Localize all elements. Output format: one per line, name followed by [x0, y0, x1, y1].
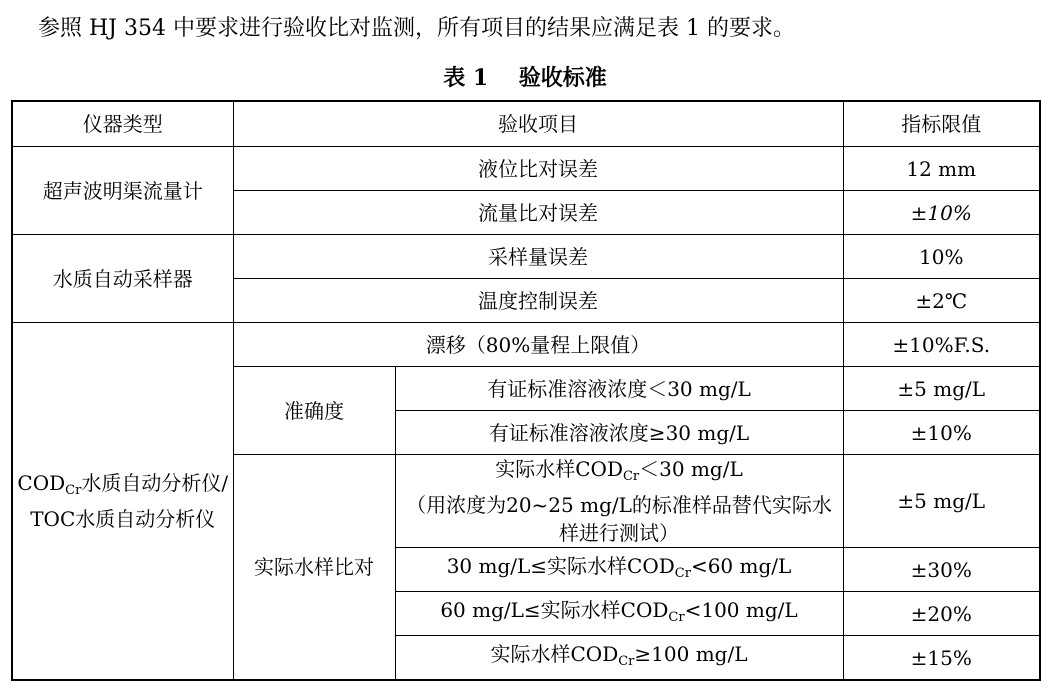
item-actual-2	[395, 548, 843, 592]
analyzer-cod-text: COD	[17, 471, 66, 495]
table-row	[12, 147, 1040, 191]
actual-1-main	[400, 455, 839, 491]
analyzer-cod-subscript: Cr	[65, 483, 82, 498]
limit-actual-3: ±20%	[843, 592, 1040, 636]
limit-actual-2: ±30%	[843, 548, 1040, 592]
actual-4-text: 实际水样COD	[490, 641, 619, 666]
actual-1-subscript: Cr	[622, 469, 640, 484]
type-sampler: 水质自动采样器	[12, 235, 233, 323]
item-accuracy-low: 有证标准溶液浓度＜30 mg/L	[395, 367, 843, 411]
item-flow-error: 流量比对误差	[233, 191, 843, 235]
limit-actual-1: ±5 mg/L	[843, 455, 1040, 548]
header-limit: 指标限值	[843, 101, 1040, 147]
item-level-error: 液位比对误差	[233, 147, 843, 191]
limit-volume-error: 10%	[843, 235, 1040, 279]
actual-3-range: <100 mg/L	[684, 597, 798, 622]
actual-3-subscript: Cr	[668, 609, 685, 625]
item-accuracy-high: 有证标准溶液浓度≥30 mg/L	[395, 411, 843, 455]
actual-4-range: ≥100 mg/L	[634, 641, 748, 666]
table-row	[12, 323, 1040, 367]
table-header-row	[12, 101, 1040, 147]
table-row	[12, 235, 1040, 279]
table-caption: 表 1 验收标准	[443, 65, 607, 91]
actual-2-range: <60 mg/L	[690, 553, 792, 578]
item-actual-3	[395, 592, 843, 636]
item-drift: 漂移（80%量程上限值）	[233, 323, 843, 367]
limit-accuracy-low: ±5 mg/L	[843, 367, 1040, 411]
actual-1-text: 实际水样COD	[495, 457, 623, 481]
group-actual-sample: 实际水样比对	[233, 455, 395, 681]
item-actual-4	[395, 636, 843, 681]
actual-1-note: （用浓度为20~25 mg/L的标准样品替代实际水样进行测试）	[406, 493, 832, 545]
actual-1-range: ＜30 mg/L	[639, 457, 743, 481]
actual-2-text: 30 mg/L≤实际水样COD	[446, 553, 675, 578]
item-actual-1	[395, 455, 843, 548]
actual-4-subscript: Cr	[618, 653, 635, 669]
type-analyzer	[12, 323, 233, 681]
limit-accuracy-high: ±10%	[843, 411, 1040, 455]
header-instrument-type: 仪器类型	[12, 101, 233, 147]
actual-3-text: 60 mg/L≤实际水样COD	[440, 597, 669, 622]
acceptance-table	[11, 100, 1041, 681]
group-accuracy: 准确度	[233, 367, 395, 455]
item-volume-error: 采样量误差	[233, 235, 843, 279]
intro-paragraph: 参照 HJ 354 中要求进行验收比对监测，所有项目的结果应满足表 1 的要求。	[38, 16, 795, 41]
limit-level-error: 12 mm	[843, 147, 1040, 191]
limit-temp-error: ±2℃	[843, 279, 1040, 323]
limit-flow-error: ±10%	[843, 191, 1040, 235]
limit-actual-4: ±15%	[843, 636, 1040, 681]
analyzer-type-text: 水质自动分析仪/ TOC水质自动分析仪	[30, 471, 229, 531]
item-temp-error: 温度控制误差	[233, 279, 843, 323]
limit-drift: ±10%F.S.	[843, 323, 1040, 367]
type-flowmeter: 超声波明渠流量计	[12, 147, 233, 235]
header-acceptance-item: 验收项目	[233, 101, 843, 147]
actual-2-subscript: Cr	[674, 565, 691, 581]
